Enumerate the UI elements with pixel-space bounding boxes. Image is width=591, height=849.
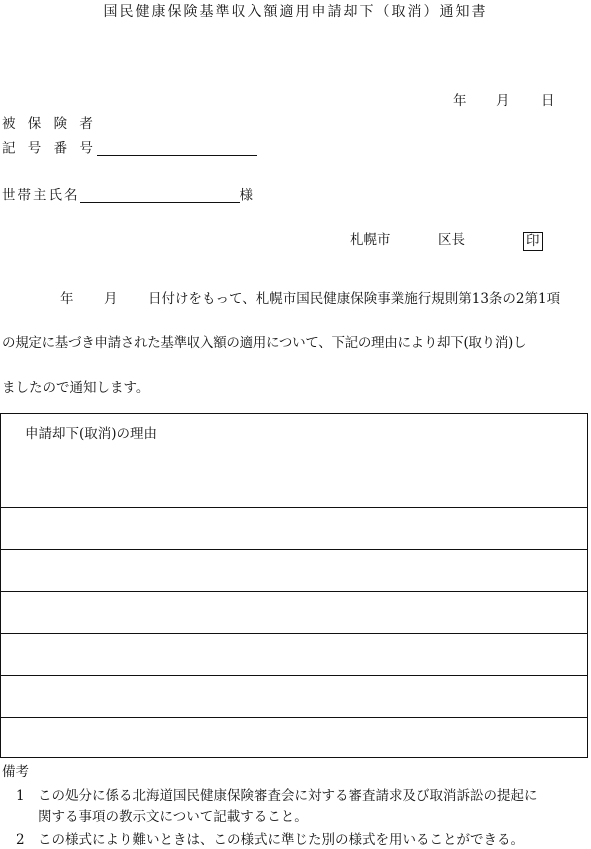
issuer-city: 札幌市 [350, 232, 391, 248]
date-month-label: 月 [496, 93, 510, 109]
code-number-field[interactable] [97, 141, 257, 156]
note-2-text-line1: この様式により難いときは、この様式に準じた別の様式を用いることができる。 [38, 832, 524, 848]
reason-box-label: 申請却下(取消)の理由 [25, 426, 158, 442]
code-number-row [2, 141, 257, 156]
date-day-label: 日 [541, 93, 555, 109]
body-line3: ましたので通知します。 [2, 380, 150, 396]
reason-line [1, 591, 587, 592]
issuer-ward-head: 区長 [438, 232, 465, 248]
insured-label: 被 保 険 者 [2, 116, 97, 132]
code-number-label: 記 号 番 号 [2, 140, 97, 157]
note-1-text-line2: 関する事項の教示文について記載すること。 [38, 809, 308, 825]
notes-heading: 備考 [2, 764, 29, 780]
honorific: 様 [239, 187, 253, 204]
reason-line [1, 507, 587, 508]
issuer-seal: 印 [523, 232, 543, 251]
householder-label: 世帯主氏名 [2, 187, 80, 204]
page-title: 国民健康保険基準収入額適用申請却下（取消）通知書 [103, 4, 488, 20]
note-1-number: 1 [16, 788, 25, 804]
body-line2: の規定に基づき申請された基準収入額の適用について、下記の理由により却下(取り消)し [2, 335, 527, 351]
note-1-text-line1: この処分に係る北海道国民健康保険審査会に対する審査請求及び取消訴訟の提起に [38, 788, 538, 804]
reason-box [0, 413, 588, 758]
body-line1-month: 月 [104, 291, 118, 307]
reason-line [1, 549, 587, 550]
body-line1-text: 日付けをもって、札幌市国民健康保険事業施行規則第13条の2第1項 [148, 291, 561, 307]
householder-name-field[interactable] [80, 188, 240, 203]
reason-line [1, 675, 587, 676]
body-line1-year: 年 [60, 291, 74, 307]
householder-row [2, 188, 253, 203]
reason-line [1, 633, 587, 634]
reason-line [1, 717, 587, 718]
note-2-number: 2 [16, 832, 25, 848]
date-year-label: 年 [453, 93, 467, 109]
